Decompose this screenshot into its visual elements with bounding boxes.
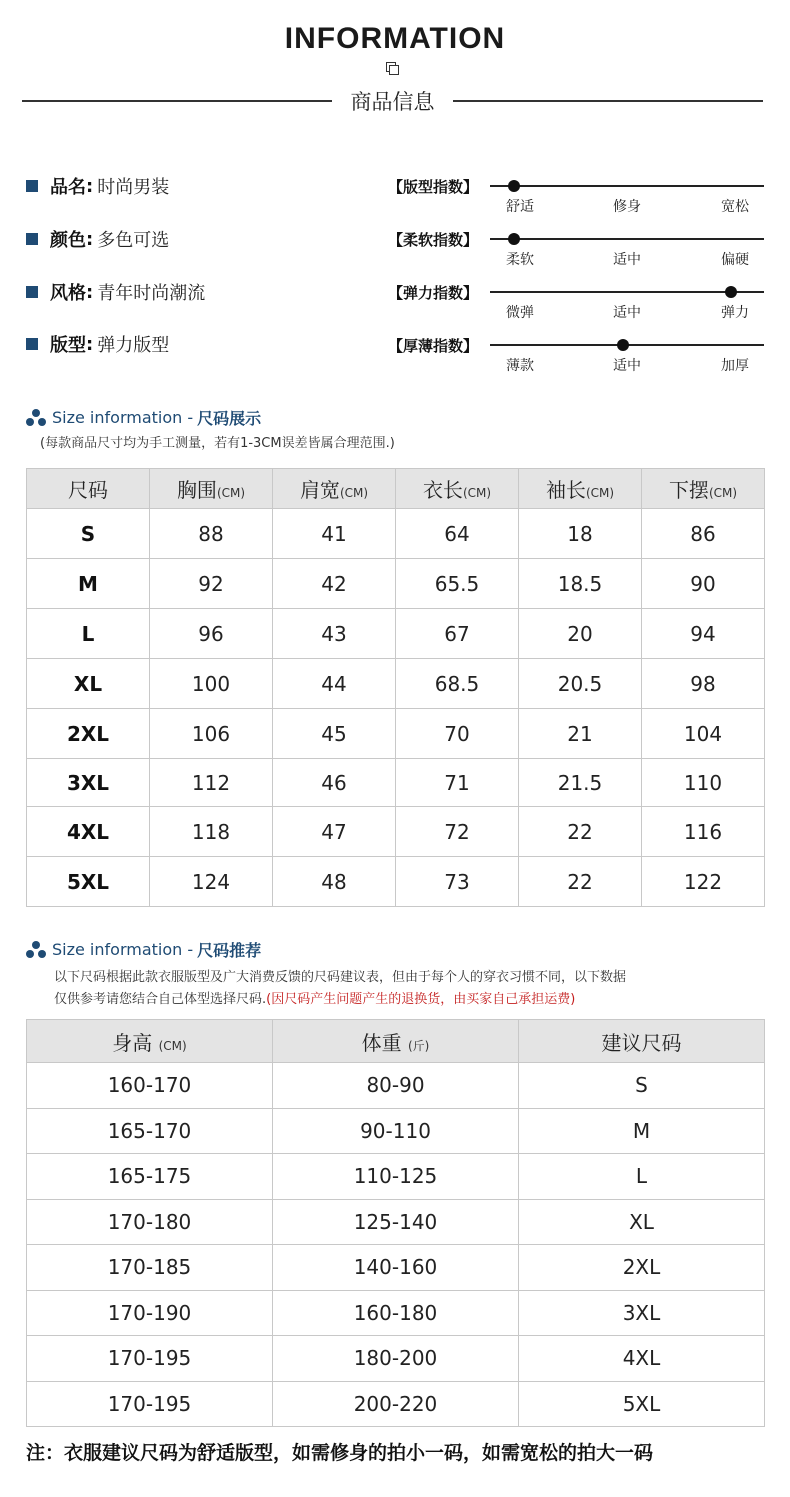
- measurement-cell: 92: [150, 559, 273, 609]
- index-option-low: 柔软: [506, 252, 534, 268]
- trefoil-icon: [26, 409, 46, 427]
- index-option-high: 偏硬: [721, 252, 749, 268]
- header-length: 衣长(CM): [396, 469, 519, 509]
- measurement-cell: 96: [150, 609, 273, 659]
- index-option-mid: 适中: [613, 252, 641, 268]
- size-recommend-note-2: 仅供参考请您结合自己体型选择尺码.(因尺码产生问题产生的退换货，由买家自己承担运费): [54, 992, 576, 1007]
- measurement-cell: 44: [273, 659, 396, 709]
- height-cell: 170-180: [27, 1199, 273, 1245]
- index-option-mid: 修身: [613, 199, 641, 215]
- measurement-cell: 65.5: [396, 559, 519, 609]
- table-row: [27, 709, 765, 759]
- index-label: 【柔软指数】: [388, 231, 479, 249]
- table-row: [27, 807, 765, 857]
- size-cell: 5XL: [27, 857, 150, 907]
- header-weight: 体重 (斤): [273, 1020, 519, 1063]
- measurement-cell: 48: [273, 857, 396, 907]
- suggested-size-cell: S: [519, 1063, 765, 1109]
- measurement-cell: 45: [273, 709, 396, 759]
- index-marker: [617, 339, 629, 351]
- index-scale: [388, 176, 764, 216]
- square-bullet-icon: [26, 233, 38, 245]
- measurement-cell: 104: [642, 709, 765, 759]
- suggested-size-cell: 5XL: [519, 1381, 765, 1427]
- table-row: [27, 659, 765, 709]
- measurement-cell: 21: [519, 709, 642, 759]
- index-option-low: 薄款: [506, 358, 534, 374]
- suggested-size-cell: XL: [519, 1199, 765, 1245]
- recommend-table-header: [27, 1020, 765, 1063]
- divider-left: [22, 100, 332, 102]
- table-row: [27, 609, 765, 659]
- height-cell: 170-195: [27, 1381, 273, 1427]
- measurement-cell: 43: [273, 609, 396, 659]
- index-marker: [508, 180, 520, 192]
- measurement-cell: 68.5: [396, 659, 519, 709]
- trefoil-icon: [26, 941, 46, 959]
- header-sleeve: 袖长(CM): [519, 469, 642, 509]
- measurement-cell: 20.5: [519, 659, 642, 709]
- attribute-name: 品名 : 时尚男装: [26, 174, 169, 198]
- suggested-size-cell: 2XL: [519, 1245, 765, 1291]
- measurement-cell: 88: [150, 509, 273, 559]
- measurement-cell: 42: [273, 559, 396, 609]
- attribute-fit: 版型 : 弹力版型: [26, 332, 169, 356]
- suggested-size-cell: L: [519, 1154, 765, 1200]
- table-row: [27, 1381, 765, 1427]
- table-row: [27, 1290, 765, 1336]
- weight-cell: 200-220: [273, 1381, 519, 1427]
- measurement-cell: 118: [150, 807, 273, 857]
- height-cell: 170-185: [27, 1245, 273, 1291]
- height-cell: 165-170: [27, 1108, 273, 1154]
- table-row: [27, 1336, 765, 1382]
- size-cell: S: [27, 509, 150, 559]
- header-hem: 下摆(CM): [642, 469, 765, 509]
- measurement-cell: 41: [273, 509, 396, 559]
- index-option-low: 舒适: [506, 199, 534, 215]
- table-row: [27, 759, 765, 807]
- square-bullet-icon: [26, 338, 38, 350]
- measurement-cell: 18.5: [519, 559, 642, 609]
- height-cell: 170-190: [27, 1290, 273, 1336]
- size-cell: 4XL: [27, 807, 150, 857]
- weight-cell: 125-140: [273, 1199, 519, 1245]
- index-option-high: 宽松: [721, 199, 749, 215]
- measurement-cell: 72: [396, 807, 519, 857]
- measurement-cell: 22: [519, 857, 642, 907]
- size-cell: XL: [27, 659, 150, 709]
- weight-cell: 110-125: [273, 1154, 519, 1200]
- table-row: [27, 1063, 765, 1109]
- measurement-cell: 18: [519, 509, 642, 559]
- size-cell: 2XL: [27, 709, 150, 759]
- size-display-heading: Size information - 尺码展示: [26, 406, 261, 429]
- divider-right: [453, 100, 763, 102]
- measurement-cell: 70: [396, 709, 519, 759]
- measurement-cell: 116: [642, 807, 765, 857]
- suggested-size-cell: 4XL: [519, 1336, 765, 1382]
- table-row: [27, 1199, 765, 1245]
- weight-cell: 90-110: [273, 1108, 519, 1154]
- copy-icon: [386, 62, 400, 76]
- table-row: [27, 559, 765, 609]
- measurement-cell: 124: [150, 857, 273, 907]
- table-row: [27, 1245, 765, 1291]
- page-subtitle: 商品信息: [350, 90, 435, 114]
- header-suggested-size: 建议尺码: [519, 1020, 765, 1063]
- weight-cell: 180-200: [273, 1336, 519, 1382]
- measurement-cell: 67: [396, 609, 519, 659]
- table-row: [27, 1108, 765, 1154]
- index-option-low: 微弹: [506, 305, 534, 321]
- return-policy-warning: (因尺码产生问题产生的退换货，由买家自己承担运费): [266, 992, 576, 1007]
- measurement-cell: 86: [642, 509, 765, 559]
- size-recommend-note-1: 以下尺码根据此款衣服版型及广大消费反馈的尺码建议表，但由于每个人的穿衣习惯不同，以下数据: [54, 970, 627, 985]
- header-shoulder: 肩宽(CM): [273, 469, 396, 509]
- square-bullet-icon: [26, 180, 38, 192]
- header-chest: 胸围(CM): [150, 469, 273, 509]
- size-cell: 3XL: [27, 759, 150, 807]
- attribute-style: 风格 : 青年时尚潮流: [26, 280, 205, 304]
- index-scale: [388, 335, 764, 375]
- measurement-cell: 110: [642, 759, 765, 807]
- measurement-cell: 73: [396, 857, 519, 907]
- measurement-cell: 94: [642, 609, 765, 659]
- index-track: [490, 238, 764, 240]
- measurement-cell: 90: [642, 559, 765, 609]
- header-size: 尺码: [27, 469, 150, 509]
- suggested-size-cell: M: [519, 1108, 765, 1154]
- index-option-mid: 适中: [613, 358, 641, 374]
- square-bullet-icon: [26, 286, 38, 298]
- size-display-note: (每款商品尺寸均为手工测量，若有1-3CM误差皆属合理范围.): [40, 436, 395, 451]
- index-marker: [725, 286, 737, 298]
- table-row: [27, 857, 765, 907]
- measurement-cell: 46: [273, 759, 396, 807]
- measurement-cell: 106: [150, 709, 273, 759]
- measurement-cell: 20: [519, 609, 642, 659]
- measurement-cell: 98: [642, 659, 765, 709]
- index-option-high: 加厚: [721, 358, 749, 374]
- measurement-cell: 64: [396, 509, 519, 559]
- weight-cell: 140-160: [273, 1245, 519, 1291]
- index-label: 【版型指数】: [388, 178, 479, 196]
- index-marker: [508, 233, 520, 245]
- measurement-cell: 22: [519, 807, 642, 857]
- index-label: 【弹力指数】: [388, 284, 479, 302]
- measurement-cell: 47: [273, 807, 396, 857]
- height-cell: 160-170: [27, 1063, 273, 1109]
- recommend-table: [26, 1019, 765, 1427]
- suggested-size-cell: 3XL: [519, 1290, 765, 1336]
- index-track: [490, 185, 764, 187]
- index-label: 【厚薄指数】: [388, 337, 479, 355]
- size-cell: M: [27, 559, 150, 609]
- index-scale: [388, 282, 764, 322]
- size-cell: L: [27, 609, 150, 659]
- attribute-color: 颜色 : 多色可选: [26, 227, 169, 251]
- measurement-cell: 21.5: [519, 759, 642, 807]
- size-table: [26, 468, 765, 907]
- measurement-cell: 122: [642, 857, 765, 907]
- weight-cell: 160-180: [273, 1290, 519, 1336]
- page-title: INFORMATION: [284, 22, 506, 55]
- table-row: [27, 509, 765, 559]
- index-track: [490, 291, 764, 293]
- height-cell: 170-195: [27, 1336, 273, 1382]
- measurement-cell: 100: [150, 659, 273, 709]
- index-option-high: 弹力: [721, 305, 749, 321]
- measurement-cell: 71: [396, 759, 519, 807]
- size-table-header: [27, 469, 765, 509]
- header-height: 身高 (CM): [27, 1020, 273, 1063]
- height-cell: 165-175: [27, 1154, 273, 1200]
- measurement-cell: 112: [150, 759, 273, 807]
- index-option-mid: 适中: [613, 305, 641, 321]
- footer-note: 注：衣服建议尺码为舒适版型，如需修身的拍小一码，如需宽松的拍大一码: [26, 1442, 654, 1464]
- table-row: [27, 1154, 765, 1200]
- index-scale: [388, 229, 764, 269]
- weight-cell: 80-90: [273, 1063, 519, 1109]
- size-recommend-heading: Size information - 尺码推荐: [26, 938, 261, 961]
